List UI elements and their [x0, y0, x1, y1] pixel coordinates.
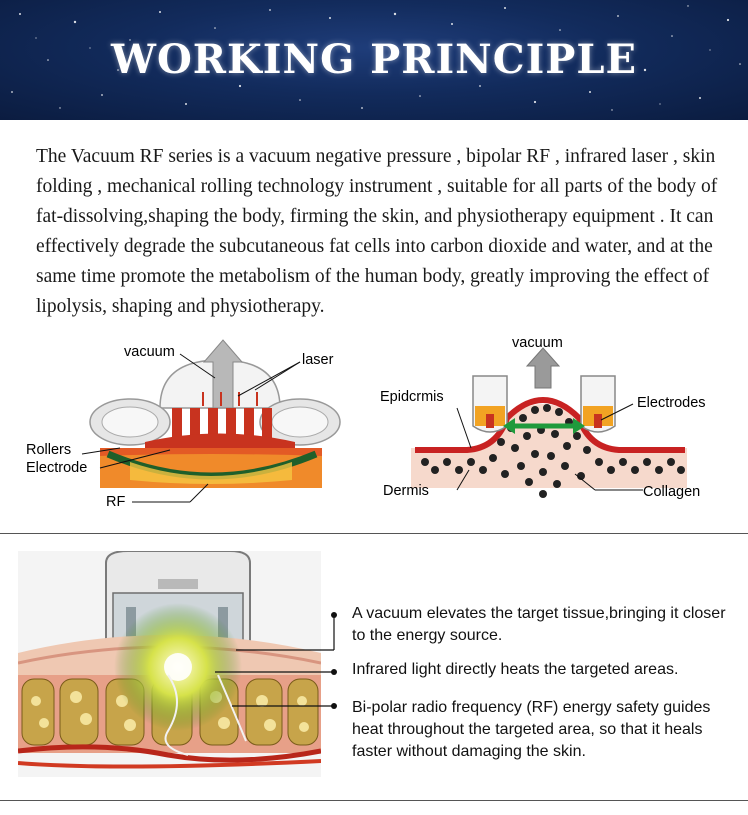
- section-divider-top: [0, 533, 748, 534]
- label-dermis: Dermis: [383, 483, 429, 499]
- label-collagen: Collagen: [643, 484, 701, 500]
- header-banner: [0, 0, 748, 120]
- diagram-rollers-electrode: [20, 330, 360, 520]
- page-title: WORKING PRINCIPLE: [111, 36, 637, 83]
- label-vacuum-right: vacuum: [512, 335, 563, 351]
- intro-paragraph: The Vacuum RF series is a vacuum negative pressure , bipolar RF , infrared laser , skin folding , mechanical rolling technology instrument , suitable for all parts of the body of fat-dissolving,shaping the body, firming the skin, and physiotherapy equipment . It can effectively degrade the subcutaneous fat cells into carbon dioxide and water, and at the same time promote the metabolism of the human body, greatly improving the effect of lipolysis, shaping and physiotherapy.: [36, 146, 718, 317]
- label-electrode: Electrode: [26, 460, 88, 476]
- label-rollers: Rollers: [26, 442, 72, 458]
- label-rf: RF: [106, 494, 126, 510]
- label-laser: laser: [302, 352, 334, 368]
- section-divider-bottom: [0, 800, 748, 801]
- label-epidermis: Epidcrmis: [380, 389, 444, 405]
- diagram-vacuum-electrodes: [375, 330, 730, 520]
- callout-bullet-2: [331, 669, 337, 675]
- benefit-bipolar-rf: Bi-polar radio frequency (RF) energy safety guides heat throughout the targeted area, so that it heals faster without damaging the skin.: [352, 699, 711, 760]
- tissue-illustration-svg: [18, 551, 321, 777]
- label-electrodes: Electrodes: [637, 395, 706, 411]
- callout-bullet-1: [331, 612, 337, 618]
- callout-bullet-3: [331, 703, 337, 709]
- benefit-infrared: Infrared light directly heats the targeted areas.: [352, 661, 679, 678]
- label-vacuum-left: vacuum: [124, 344, 175, 360]
- tissue-treatment-illustration: [18, 551, 321, 777]
- benefit-vacuum: A vacuum elevates the target tissue,bringing it closer to the energy source.: [352, 605, 726, 644]
